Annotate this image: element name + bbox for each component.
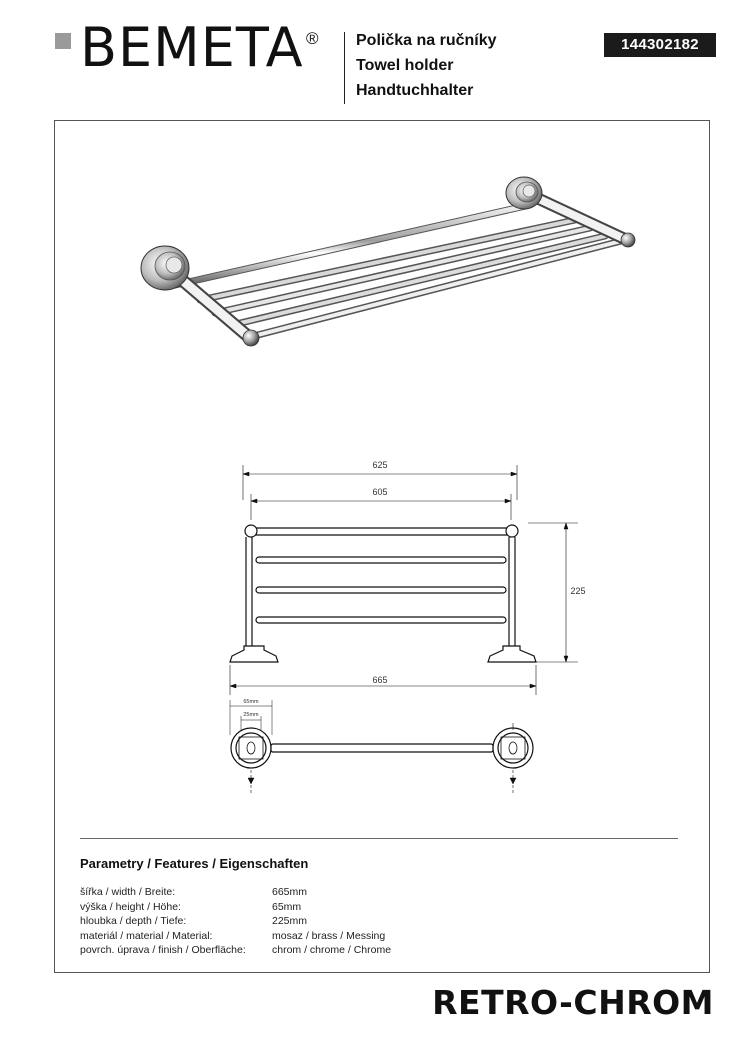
top-view-drawing <box>230 700 533 795</box>
product-image <box>141 177 635 346</box>
feature-label: povrch. úprava / finish / Oberfläche: <box>80 944 246 957</box>
series-name: RETRO-CHROM <box>432 983 714 1022</box>
features-title: Parametry / Features / Eigenschaften <box>80 856 309 871</box>
dim-overall-top: 625 <box>372 460 388 470</box>
feature-value: 225mm <box>272 915 308 928</box>
title-czech: Polička na ručníky <box>356 32 497 49</box>
wall-rose-left <box>141 246 189 290</box>
title-english: Towel holder <box>356 57 454 74</box>
wall-rose-right <box>506 177 542 209</box>
dim-height: 225 <box>570 586 586 596</box>
rack-rods <box>175 205 625 337</box>
feature-label: hloubka / depth / Tiefe: <box>80 915 187 928</box>
dim-base-diameter: 65mm <box>243 699 259 705</box>
feature-value: chrom / chrome / Chrome <box>272 944 392 957</box>
feature-label: výška / height / Höhe: <box>80 900 181 913</box>
feature-label: šířka / width / Breite: <box>80 886 176 898</box>
title-german: Handtuchhalter <box>356 82 474 99</box>
features-values <box>272 885 391 958</box>
brand-logo: BEMETA <box>80 16 304 79</box>
end-cap-left <box>243 330 259 346</box>
product-code-badge: 144302182 <box>604 33 716 57</box>
section-divider <box>80 838 678 839</box>
feature-value: 665mm <box>272 886 308 898</box>
feature-value: mosaz / brass / Messing <box>272 929 386 942</box>
dim-rod-spacing: 25mm <box>243 712 259 718</box>
dim-total-width: 665 <box>372 675 388 685</box>
dim-inner-width: 605 <box>372 487 388 497</box>
features-labels <box>80 885 246 958</box>
registered-mark: ® <box>306 29 319 48</box>
front-elevation-drawing <box>230 465 578 695</box>
feature-value: 65mm <box>272 900 302 913</box>
feature-label: materiál / material / Material: <box>80 929 213 942</box>
end-cap-right <box>621 233 635 247</box>
